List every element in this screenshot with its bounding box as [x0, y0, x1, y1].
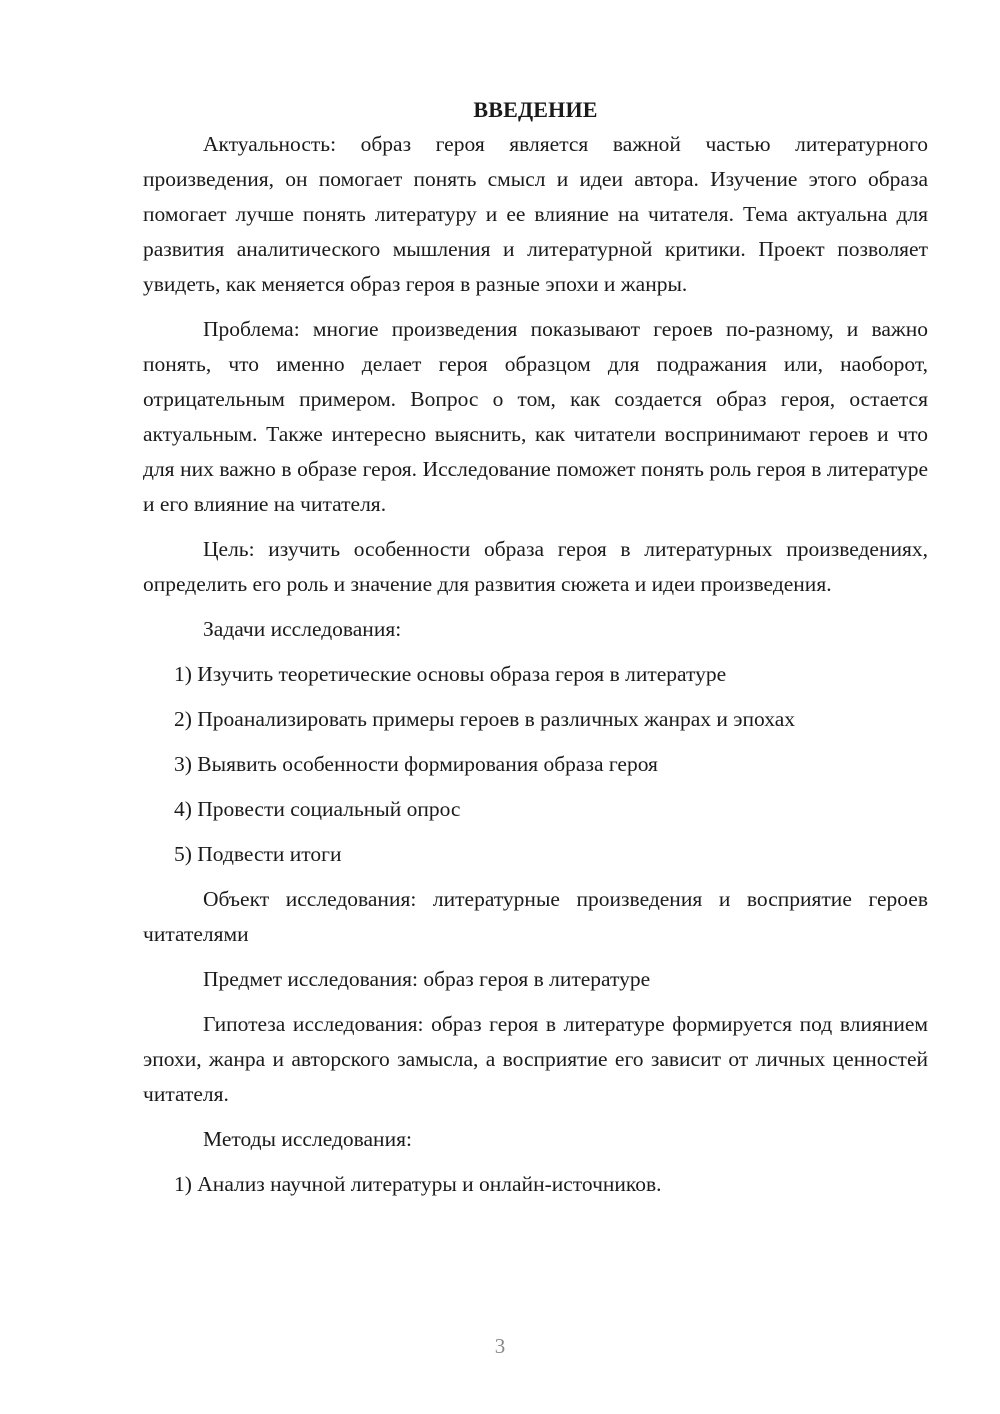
- methods-list: [143, 1167, 928, 1202]
- document-page: [143, 92, 928, 1212]
- list-item: 4) Провести социальный опрос: [174, 797, 461, 821]
- tasks-heading: Задачи исследования:: [203, 617, 402, 641]
- object-paragraph: Объект исследования: литературные произведения и восприятие героев читателями: [143, 887, 928, 946]
- relevance-paragraph: Актуальность: образ героя является важной частью литературного произведения, он помогает понять смысл и идеи автора. Изучение этого образа помогает лучше понять литературу и ее влияние на читателя. Тема актуальна для развития аналитического мышления и литературной критики. Проект позволяет увидеть, как меняется образ героя в разные эпохи и жанры.: [143, 132, 928, 296]
- subject-paragraph: Предмет исследования: образ героя в литературе: [203, 967, 651, 991]
- list-item: 1) Анализ научной литературы и онлайн-источников.: [174, 1172, 662, 1196]
- list-item: 1) Изучить теоретические основы образа героя в литературе: [174, 662, 727, 686]
- list-item: 3) Выявить особенности формирования образа героя: [174, 752, 658, 776]
- page-title: ВВЕДЕНИЕ: [473, 97, 598, 122]
- methods-heading: Методы исследования:: [203, 1127, 412, 1151]
- hypothesis-paragraph: Гипотеза исследования: образ героя в литературе формируется под влиянием эпохи, жанра и авторского замысла, а восприятие его зависит от личных ценностей читателя.: [143, 1012, 928, 1106]
- problem-paragraph: Проблема: многие произведения показывают героев по-разному, и важно понять, что именно делает героя образцом для подражания или, наоборот, отрицательным примером. Вопрос о том, как создается образ героя, остается актуальным. Также интересно выяснить, как читатели воспринимают героев и что для них важно в образе героя. Исследование поможет понять роль героя в литературе и его влияние на читателя.: [143, 317, 928, 516]
- tasks-list: [143, 657, 928, 872]
- page-number: 3: [494, 1334, 506, 1358]
- list-item: 5) Подвести итоги: [174, 842, 342, 866]
- list-item: 2) Проанализировать примеры героев в различных жанрах и эпохах: [174, 707, 795, 731]
- goal-paragraph: Цель: изучить особенности образа героя в литературных произведениях, определить его роль и значение для развития сюжета и идеи произведения.: [143, 537, 928, 596]
